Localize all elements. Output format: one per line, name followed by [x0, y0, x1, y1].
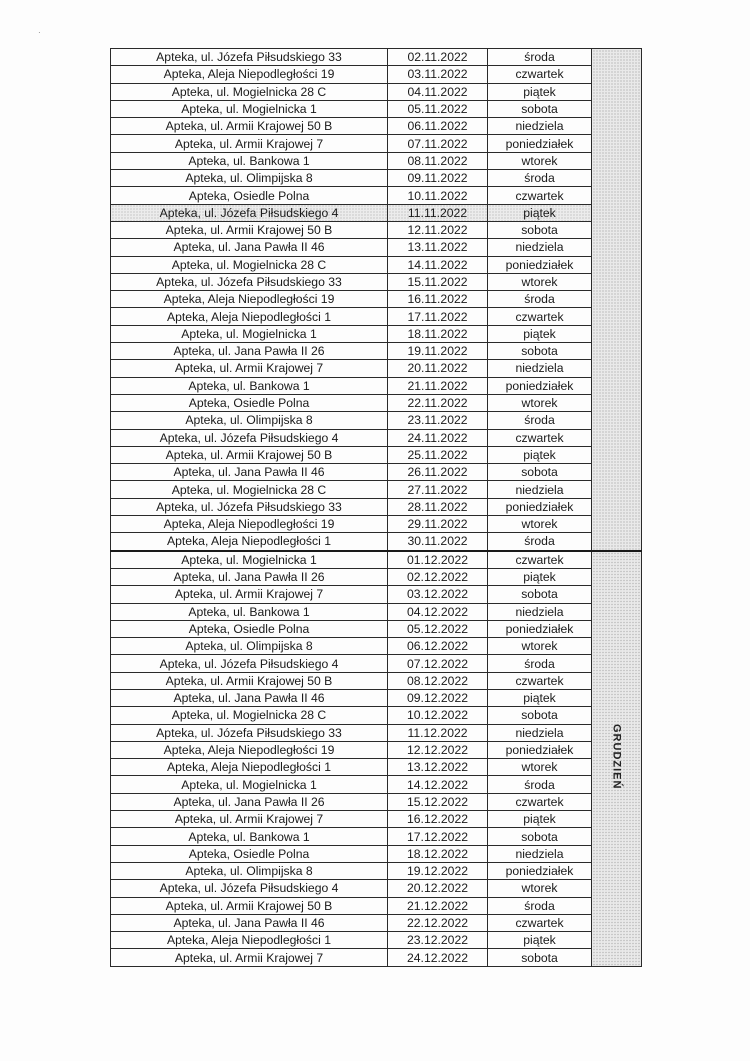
pharmacy-cell: Apteka, Aleja Niepodległości 1 [111, 308, 388, 325]
weekday-cell: wtorek [488, 273, 592, 290]
date-cell: 21.12.2022 [388, 897, 488, 914]
schedule-row [111, 724, 642, 741]
pharmacy-cell: Apteka, ul. Józefa Piłsudskiego 33 [111, 273, 388, 290]
schedule-row [111, 343, 642, 360]
schedule-row [111, 49, 642, 66]
schedule-body [111, 49, 642, 967]
schedule-row [111, 672, 642, 689]
date-cell: 11.11.2022 [388, 204, 488, 221]
pharmacy-cell: Apteka, ul. Armii Krajowej 7 [111, 586, 388, 603]
weekday-cell: środa [488, 170, 592, 187]
weekday-cell: poniedziałek [488, 498, 592, 515]
weekday-cell: wtorek [488, 638, 592, 655]
pharmacy-cell: Apteka, ul. Jana Pawła II 26 [111, 343, 388, 360]
date-cell: 24.12.2022 [388, 949, 488, 966]
weekday-cell: czwartek [488, 429, 592, 446]
month-label: GRUDZIEŃ [610, 723, 623, 790]
pharmacy-cell: Apteka, ul. Bankowa 1 [111, 377, 388, 394]
date-cell: 23.12.2022 [388, 932, 488, 949]
schedule-row [111, 533, 642, 551]
pharmacy-cell: Apteka, ul. Bankowa 1 [111, 152, 388, 169]
weekday-cell: środa [488, 533, 592, 551]
date-cell: 29.11.2022 [388, 516, 488, 533]
weekday-cell: piątek [488, 689, 592, 706]
schedule-row [111, 759, 642, 776]
date-cell: 01.12.2022 [388, 551, 488, 569]
weekday-cell: niedziela [488, 845, 592, 862]
pharmacy-cell: Apteka, Osiedle Polna [111, 845, 388, 862]
date-cell: 20.12.2022 [388, 880, 488, 897]
schedule-row [111, 793, 642, 810]
schedule-row [111, 429, 642, 446]
weekday-cell: czwartek [488, 187, 592, 204]
pharmacy-cell: Apteka, ul. Armii Krajowej 7 [111, 811, 388, 828]
date-cell: 04.11.2022 [388, 83, 488, 100]
schedule-row [111, 620, 642, 637]
month-label-cell [592, 49, 642, 551]
schedule-row [111, 741, 642, 758]
schedule-row [111, 308, 642, 325]
pharmacy-cell: Apteka, ul. Olimpijska 8 [111, 170, 388, 187]
schedule-row [111, 776, 642, 793]
pharmacy-cell: Apteka, Osiedle Polna [111, 620, 388, 637]
weekday-cell: piątek [488, 325, 592, 342]
pharmacy-cell: Apteka, Osiedle Polna [111, 187, 388, 204]
weekday-cell: wtorek [488, 759, 592, 776]
weekday-cell: sobota [488, 343, 592, 360]
pharmacy-cell: Apteka, Aleja Niepodległości 1 [111, 932, 388, 949]
date-cell: 05.12.2022 [388, 620, 488, 637]
schedule-row [111, 516, 642, 533]
pharmacy-cell: Apteka, ul. Armii Krajowej 7 [111, 135, 388, 152]
pharmacy-cell: Apteka, ul. Mogielnicka 28 C [111, 481, 388, 498]
schedule-row [111, 862, 642, 879]
schedule-row [111, 273, 642, 290]
date-cell: 08.12.2022 [388, 672, 488, 689]
weekday-cell: środa [488, 49, 592, 66]
date-cell: 11.12.2022 [388, 724, 488, 741]
month-label-cell [592, 551, 642, 967]
date-cell: 14.12.2022 [388, 776, 488, 793]
weekday-cell: wtorek [488, 880, 592, 897]
pharmacy-cell: Apteka, ul. Jana Pawła II 46 [111, 689, 388, 706]
weekday-cell: sobota [488, 586, 592, 603]
date-cell: 30.11.2022 [388, 533, 488, 551]
date-cell: 27.11.2022 [388, 481, 488, 498]
schedule-row [111, 152, 642, 169]
pharmacy-cell: Apteka, ul. Olimpijska 8 [111, 862, 388, 879]
weekday-cell: niedziela [488, 118, 592, 135]
weekday-cell: czwartek [488, 914, 592, 931]
weekday-cell: poniedziałek [488, 377, 592, 394]
schedule-row [111, 360, 642, 377]
date-cell: 15.11.2022 [388, 273, 488, 290]
weekday-cell: poniedziałek [488, 862, 592, 879]
weekday-cell: niedziela [488, 724, 592, 741]
date-cell: 04.12.2022 [388, 603, 488, 620]
schedule-row [111, 845, 642, 862]
weekday-cell: czwartek [488, 66, 592, 83]
schedule-row [111, 568, 642, 585]
schedule-row [111, 897, 642, 914]
weekday-cell: piątek [488, 568, 592, 585]
schedule-row [111, 291, 642, 308]
pharmacy-cell: Apteka, ul. Armii Krajowej 50 B [111, 118, 388, 135]
date-cell: 19.11.2022 [388, 343, 488, 360]
weekday-cell: poniedziałek [488, 256, 592, 273]
date-cell: 25.11.2022 [388, 446, 488, 463]
weekday-cell: sobota [488, 464, 592, 481]
schedule-row [111, 949, 642, 966]
pharmacy-cell: Apteka, ul. Armii Krajowej 50 B [111, 446, 388, 463]
date-cell: 08.11.2022 [388, 152, 488, 169]
date-cell: 13.12.2022 [388, 759, 488, 776]
date-cell: 02.12.2022 [388, 568, 488, 585]
weekday-cell: poniedziałek [488, 620, 592, 637]
date-cell: 16.11.2022 [388, 291, 488, 308]
date-cell: 10.12.2022 [388, 707, 488, 724]
weekday-cell: niedziela [488, 239, 592, 256]
pharmacy-cell: Apteka, ul. Olimpijska 8 [111, 638, 388, 655]
weekday-cell: czwartek [488, 308, 592, 325]
schedule-row [111, 83, 642, 100]
pharmacy-cell: Apteka, ul. Józefa Piłsudskiego 33 [111, 498, 388, 515]
schedule-row [111, 638, 642, 655]
schedule-row [111, 446, 642, 463]
pharmacy-cell: Apteka, ul. Armii Krajowej 50 B [111, 897, 388, 914]
pharmacy-cell: Apteka, ul. Mogielnicka 1 [111, 325, 388, 342]
pharmacy-cell: Apteka, ul. Józefa Piłsudskiego 4 [111, 429, 388, 446]
weekday-cell: poniedziałek [488, 741, 592, 758]
weekday-cell: środa [488, 776, 592, 793]
pharmacy-cell: Apteka, ul. Jana Pawła II 26 [111, 568, 388, 585]
pharmacy-cell: Apteka, ul. Mogielnicka 28 C [111, 256, 388, 273]
schedule-row [111, 811, 642, 828]
schedule-row [111, 170, 642, 187]
pharmacy-cell: Apteka, ul. Mogielnicka 1 [111, 100, 388, 117]
pharmacy-cell: Apteka, ul. Józefa Piłsudskiego 4 [111, 880, 388, 897]
schedule-row [111, 603, 642, 620]
schedule-row [111, 586, 642, 603]
schedule-row [111, 707, 642, 724]
weekday-cell: poniedziałek [488, 135, 592, 152]
weekday-cell: niedziela [488, 360, 592, 377]
pharmacy-cell: Apteka, ul. Józefa Piłsudskiego 33 [111, 724, 388, 741]
pharmacy-cell: Apteka, ul. Mogielnicka 28 C [111, 83, 388, 100]
schedule-row [111, 325, 642, 342]
date-cell: 06.11.2022 [388, 118, 488, 135]
date-cell: 05.11.2022 [388, 100, 488, 117]
pharmacy-cell: Apteka, ul. Jana Pawła II 26 [111, 793, 388, 810]
pharmacy-cell: Apteka, ul. Bankowa 1 [111, 828, 388, 845]
weekday-cell: czwartek [488, 672, 592, 689]
scan-mark: · [38, 28, 41, 37]
schedule-row [111, 551, 642, 569]
date-cell: 18.12.2022 [388, 845, 488, 862]
pharmacy-cell: Apteka, ul. Józefa Piłsudskiego 4 [111, 655, 388, 672]
date-cell: 24.11.2022 [388, 429, 488, 446]
weekday-cell: czwartek [488, 551, 592, 569]
weekday-cell: niedziela [488, 481, 592, 498]
date-cell: 09.11.2022 [388, 170, 488, 187]
date-cell: 16.12.2022 [388, 811, 488, 828]
date-cell: 12.12.2022 [388, 741, 488, 758]
pharmacy-cell: Apteka, ul. Mogielnicka 28 C [111, 707, 388, 724]
weekday-cell: czwartek [488, 793, 592, 810]
weekday-cell: sobota [488, 707, 592, 724]
weekday-cell: piątek [488, 932, 592, 949]
weekday-cell: wtorek [488, 394, 592, 411]
schedule-row [111, 481, 642, 498]
schedule-row [111, 914, 642, 931]
pharmacy-cell: Apteka, ul. Armii Krajowej 7 [111, 949, 388, 966]
schedule-row [111, 464, 642, 481]
weekday-cell: sobota [488, 949, 592, 966]
date-cell: 18.11.2022 [388, 325, 488, 342]
date-cell: 12.11.2022 [388, 221, 488, 238]
weekday-cell: środa [488, 897, 592, 914]
date-cell: 22.12.2022 [388, 914, 488, 931]
date-cell: 17.12.2022 [388, 828, 488, 845]
weekday-cell: sobota [488, 828, 592, 845]
schedule-row [111, 394, 642, 411]
date-cell: 19.12.2022 [388, 862, 488, 879]
date-cell: 07.12.2022 [388, 655, 488, 672]
date-cell: 13.11.2022 [388, 239, 488, 256]
pharmacy-cell: Apteka, ul. Armii Krajowej 50 B [111, 221, 388, 238]
schedule-row [111, 118, 642, 135]
schedule-row [111, 689, 642, 706]
date-cell: 07.11.2022 [388, 135, 488, 152]
date-cell: 17.11.2022 [388, 308, 488, 325]
weekday-cell: niedziela [488, 603, 592, 620]
weekday-cell: środa [488, 655, 592, 672]
date-cell: 03.11.2022 [388, 66, 488, 83]
schedule-row [111, 100, 642, 117]
weekday-cell: piątek [488, 204, 592, 221]
pharmacy-cell: Apteka, ul. Mogielnicka 1 [111, 551, 388, 569]
schedule-row [111, 412, 642, 429]
date-cell: 14.11.2022 [388, 256, 488, 273]
pharmacy-cell: Apteka, Osiedle Polna [111, 394, 388, 411]
pharmacy-cell: Apteka, ul. Armii Krajowej 50 B [111, 672, 388, 689]
pharmacy-cell: Apteka, Aleja Niepodległości 1 [111, 759, 388, 776]
schedule-row [111, 932, 642, 949]
pharmacy-cell: Apteka, ul. Bankowa 1 [111, 603, 388, 620]
date-cell: 21.11.2022 [388, 377, 488, 394]
weekday-cell: środa [488, 412, 592, 429]
date-cell: 28.11.2022 [388, 498, 488, 515]
pharmacy-cell: Apteka, Aleja Niepodległości 19 [111, 741, 388, 758]
schedule-row [111, 204, 642, 221]
pharmacy-cell: Apteka, Aleja Niepodległości 1 [111, 533, 388, 551]
weekday-cell: piątek [488, 83, 592, 100]
weekday-cell: środa [488, 291, 592, 308]
pharmacy-cell: Apteka, ul. Jana Pawła II 46 [111, 914, 388, 931]
pharmacy-cell: Apteka, ul. Jana Pawła II 46 [111, 464, 388, 481]
schedule-row [111, 828, 642, 845]
date-cell: 10.11.2022 [388, 187, 488, 204]
schedule-row [111, 377, 642, 394]
date-cell: 03.12.2022 [388, 586, 488, 603]
pharmacy-cell: Apteka, ul. Józefa Piłsudskiego 33 [111, 49, 388, 66]
weekday-cell: wtorek [488, 152, 592, 169]
date-cell: 06.12.2022 [388, 638, 488, 655]
date-cell: 26.11.2022 [388, 464, 488, 481]
weekday-cell: sobota [488, 221, 592, 238]
pharmacy-cell: Apteka, Aleja Niepodległości 19 [111, 516, 388, 533]
pharmacy-cell: Apteka, ul. Olimpijska 8 [111, 412, 388, 429]
schedule-row [111, 135, 642, 152]
weekday-cell: wtorek [488, 516, 592, 533]
date-cell: 23.11.2022 [388, 412, 488, 429]
pharmacy-cell: Apteka, ul. Mogielnicka 1 [111, 776, 388, 793]
date-cell: 09.12.2022 [388, 689, 488, 706]
schedule-row [111, 880, 642, 897]
schedule-row [111, 66, 642, 83]
date-cell: 22.11.2022 [388, 394, 488, 411]
schedule-row [111, 256, 642, 273]
weekday-cell: sobota [488, 100, 592, 117]
pharmacy-cell: Apteka, ul. Jana Pawła II 46 [111, 239, 388, 256]
weekday-cell: piątek [488, 446, 592, 463]
schedule-row [111, 187, 642, 204]
pharmacy-cell: Apteka, ul. Józefa Piłsudskiego 4 [111, 204, 388, 221]
date-cell: 20.11.2022 [388, 360, 488, 377]
weekday-cell: piątek [488, 811, 592, 828]
date-cell: 02.11.2022 [388, 49, 488, 66]
date-cell: 15.12.2022 [388, 793, 488, 810]
schedule-row [111, 221, 642, 238]
schedule-row [111, 498, 642, 515]
pharmacy-cell: Apteka, Aleja Niepodległości 19 [111, 291, 388, 308]
pharmacy-cell: Apteka, ul. Armii Krajowej 7 [111, 360, 388, 377]
schedule-row [111, 655, 642, 672]
pharmacy-duty-schedule-table [110, 48, 642, 967]
pharmacy-cell: Apteka, Aleja Niepodległości 19 [111, 66, 388, 83]
schedule-row [111, 239, 642, 256]
